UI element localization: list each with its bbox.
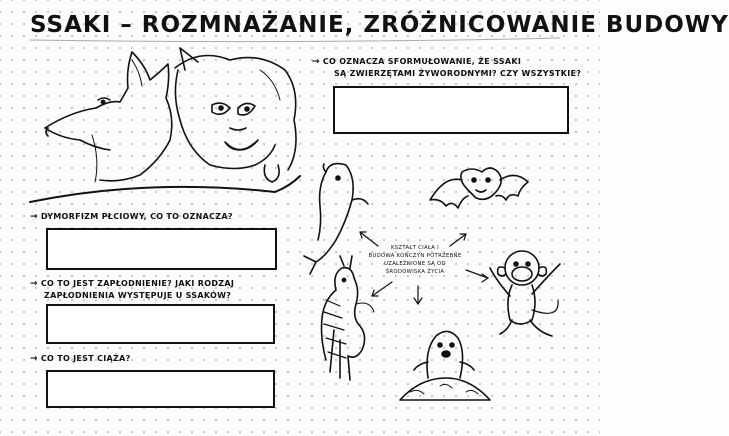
- mole-illustration: [400, 331, 490, 400]
- monkey-illustration: [490, 251, 560, 336]
- caption-line2: BUDOWA KOŃCZYN POTRZEBNE: [368, 253, 462, 259]
- caption-line4: ŚRODOWISKA ŻYCIA: [385, 269, 445, 275]
- arrow-icon: →: [312, 57, 320, 67]
- title-underline: [30, 38, 560, 42]
- caption-line3: UZALEŻNIONE SĄ OD: [384, 261, 446, 267]
- arrow-icon: →: [30, 212, 38, 222]
- wolf-illustration: [45, 52, 172, 182]
- page-title: SSAKI – ROZMNAŻANIE, ZRÓŻNICOWANIE BUDOWY: [30, 12, 729, 38]
- fox-girl-illustration: [175, 48, 296, 182]
- question-viviparous-line1: CO OZNACZA SFORMUŁOWANIE, ŻE SSAKI: [322, 57, 522, 66]
- caption-line1: KSZTAŁT CIAŁA I: [390, 245, 440, 251]
- zebra-illustration: [322, 256, 375, 380]
- dolphin-illustration: [304, 164, 368, 274]
- question-pregnancy-text: CO TO JEST CIĄŻA?: [40, 354, 131, 363]
- question-fertilization-line2: ZAPŁODNIENIA WYSTĘPUJE U SSAKÓW?: [44, 291, 232, 300]
- divider-curve: [30, 176, 300, 202]
- question-dimorphism-text: DYMORFIZM PŁCIOWY, CO TO OZNACZA?: [40, 212, 233, 221]
- question-viviparous-line2: SĄ ZWIERZĘTAMI ŻYWORODNYMI? CZY WSZYSTKIE?: [334, 69, 582, 78]
- bat-illustration: [430, 168, 528, 208]
- question-fertilization-line1: CO TO JEST ZAPŁODNIENIE? JAKI RODZAJ: [40, 279, 235, 288]
- arrow-icon: →: [30, 354, 38, 364]
- caption-arrows: [360, 232, 488, 304]
- arrow-icon: →: [30, 279, 38, 289]
